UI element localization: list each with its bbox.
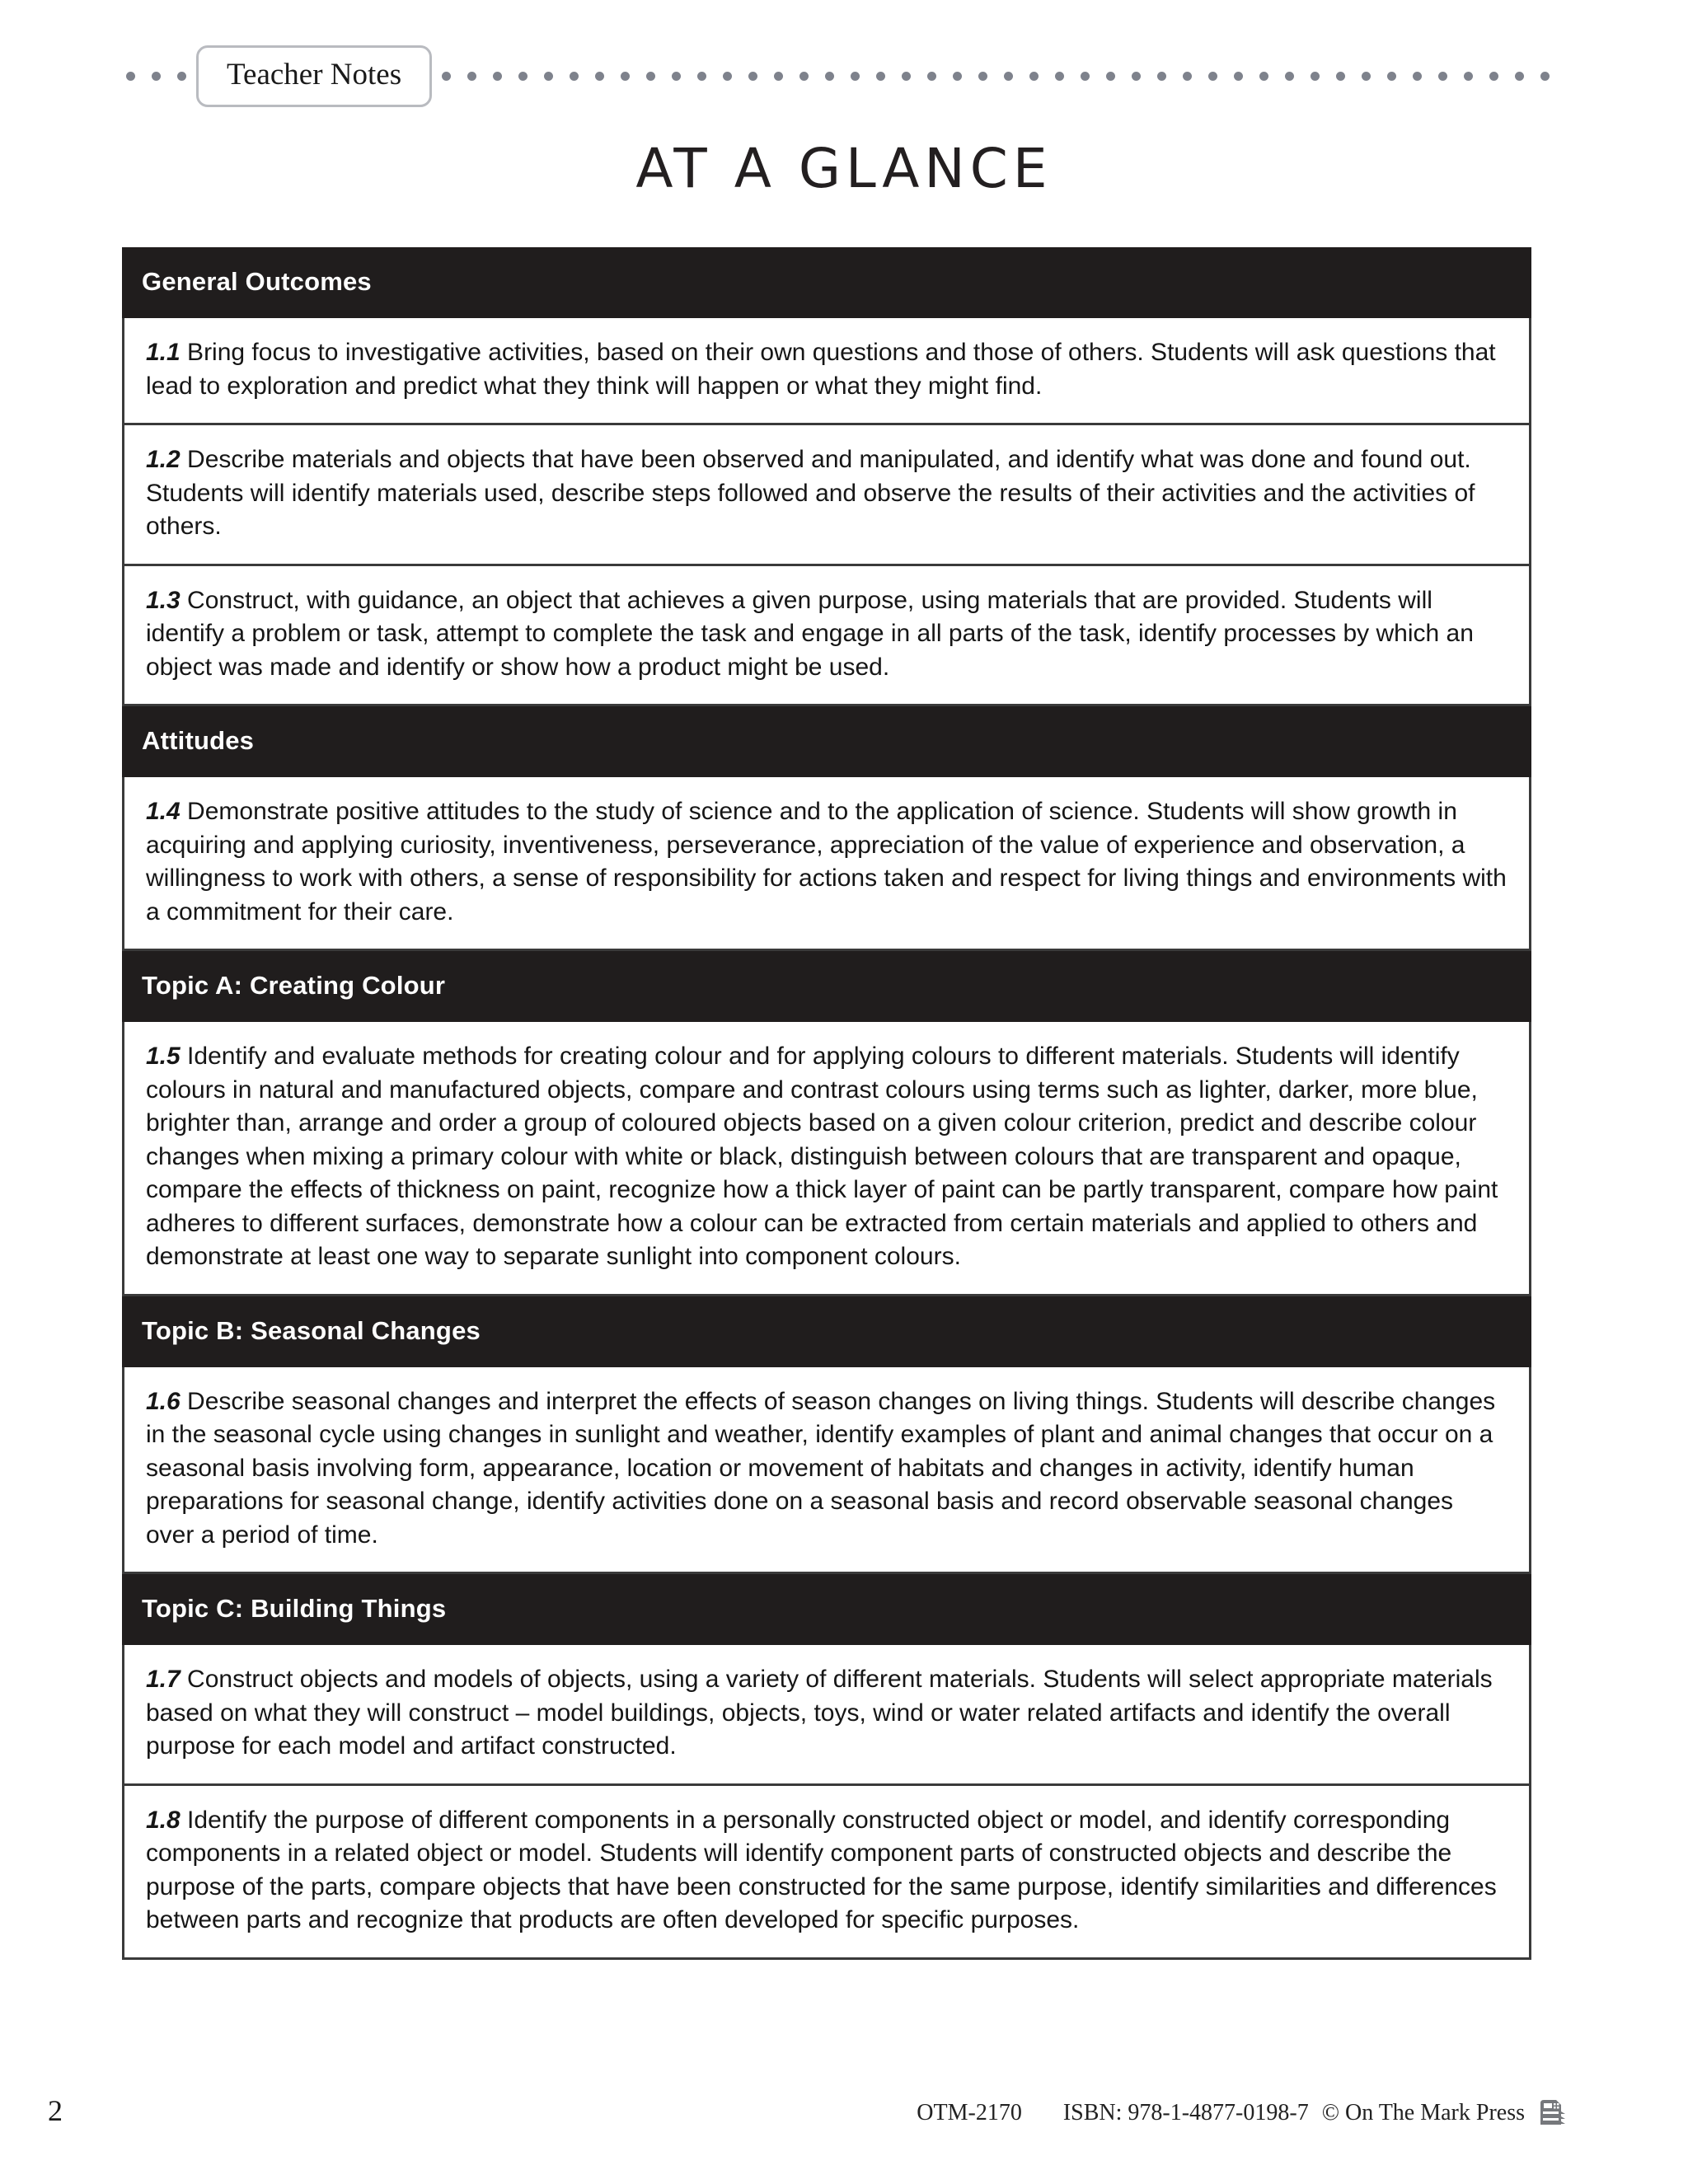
rule-dot (1438, 72, 1447, 81)
outcome-text: Construct, with guidance, an object that achieves a given purpose, using materials that are provided. Students will identify a problem or task, attempt to complete the task and engage in all parts of the task, identify processes by which an object was made and identify or show how a product might be used. (146, 586, 1474, 681)
rule-dot (851, 72, 860, 81)
rule-dot (748, 72, 757, 81)
rule-dot (1336, 72, 1345, 81)
rule-dot (672, 72, 681, 81)
rule-dot (1362, 72, 1371, 81)
rule-dot (1515, 72, 1524, 81)
rule-dot (595, 72, 604, 81)
rule-dot (1106, 72, 1115, 81)
outcome-row (122, 425, 1531, 566)
rule-dot (1413, 72, 1422, 81)
rule-dot (442, 72, 451, 81)
outcome-number: 1.6 (146, 1387, 181, 1415)
rule-dot (1285, 72, 1294, 81)
printer-icon (1538, 2097, 1566, 2130)
section-heading: Topic B: Seasonal Changes (122, 1296, 1531, 1367)
rule-dot (978, 72, 987, 81)
dotted-rule-left (106, 71, 195, 81)
outcome-number: 1.8 (146, 1806, 181, 1834)
rule-dot (1234, 72, 1243, 81)
rule-dot (1208, 72, 1217, 81)
rule-dot (1081, 72, 1090, 81)
page-number: 2 (48, 2094, 63, 2127)
outcome-number: 1.4 (146, 798, 181, 825)
outcome-row (122, 1367, 1531, 1575)
teacher-notes-tab-bar (0, 46, 1688, 105)
rule-dot (1029, 72, 1039, 81)
rule-dot (177, 72, 186, 81)
section-heading: General Outcomes (122, 247, 1531, 318)
rule-dot (1540, 72, 1550, 81)
rule-dot (1464, 72, 1473, 81)
rule-dot (518, 72, 528, 81)
outcome-number: 1.5 (146, 1043, 181, 1070)
rule-dot (697, 72, 706, 81)
outcome-row (122, 1645, 1531, 1786)
rule-dot (1311, 72, 1320, 81)
section-heading: Topic A: Creating Colour (122, 951, 1531, 1022)
teacher-notes-tab-label: Teacher Notes (227, 57, 402, 91)
page-title: AT A GLANCE (635, 137, 1053, 200)
outcome-row (122, 1022, 1531, 1296)
rule-dot (570, 72, 579, 81)
product-code: OTM-2170 (917, 2100, 1022, 2125)
rule-dot (1183, 72, 1192, 81)
isbn-text: ISBN: 978-1-4877-0198-7 (1062, 2100, 1309, 2125)
outcome-row (122, 318, 1531, 425)
section-heading: Attitudes (122, 706, 1531, 777)
outcome-row (122, 566, 1531, 707)
rule-dot (467, 72, 476, 81)
rule-dot (902, 72, 911, 81)
footer-credit (917, 2097, 1566, 2130)
rule-dot (927, 72, 936, 81)
rule-dot (493, 72, 502, 81)
rule-dot (1132, 72, 1141, 81)
outcome-number: 1.7 (146, 1666, 181, 1693)
outcome-number: 1.1 (146, 339, 181, 366)
rule-dot (646, 72, 655, 81)
dotted-rule-right (434, 71, 1670, 81)
rule-dot (152, 72, 161, 81)
teacher-notes-tab (196, 45, 432, 107)
outcome-text: Identify the purpose of different components in a personally constructed object or model, and identify corresponding components in a related object or model. Students will identify component parts of constructed objects and describe the purpose of the parts, compare objects that have been constructed for the same purpose, identify similarities and differences between parts and recognize that products are often developed for specific purposes. (146, 1806, 1497, 1933)
rule-dot (825, 72, 834, 81)
rule-dot (1004, 72, 1013, 81)
outcome-row (122, 777, 1531, 951)
rule-dot (723, 72, 732, 81)
outcome-number: 1.3 (146, 586, 181, 614)
outcome-text: Describe seasonal changes and interpret the effects of season changes on living things. Students will describe changes in the seasonal cycle using changes in sunlight and weather, identify examples of plant and animal changes that occur on a seasonal basis involving form, appearance, location or movement of habitats and changes in activity, identify human preparations for seasonal change, identify activities done on a seasonal basis and record observable seasonal changes over a period of time. (146, 1387, 1496, 1549)
rule-dot (544, 72, 553, 81)
rule-dot (1387, 72, 1396, 81)
outcome-text: Construct objects and models of objects, using a variety of different materials. Students will select appropriate materials based on what they will construct – model buildings, objects, toys, wind or water related artifacts and identify the overall purpose for each model and artifact constructed. (146, 1666, 1493, 1760)
outcomes-table (122, 247, 1531, 1960)
rule-dot (774, 72, 783, 81)
rule-dot (621, 72, 630, 81)
rule-dot (953, 72, 962, 81)
section-heading: Topic C: Building Things (122, 1574, 1531, 1645)
rule-dot (1489, 72, 1498, 81)
outcome-row (122, 1786, 1531, 1960)
outcome-text: Bring focus to investigative activities, based on their own questions and those of others. Students will ask questions that lead to exploration and predict what they think will happen or what they might find. (146, 339, 1496, 400)
rule-dot (1157, 72, 1166, 81)
rule-dot (1055, 72, 1064, 81)
rule-dot (1259, 72, 1268, 81)
outcome-text: Identify and evaluate methods for creating colour and for applying colours to different materials. Students will identify colours in natural and manufactured objects, compare and contrast colours using terms such as lighter, darker, more blue, brighter than, arrange and order a group of coloured objects based on a given colour criterion, predict and describe colour changes when mixing a primary colour with white or black, distinguish between colours that are transparent and opaque, compare the effects of thickness on paint, recognize how a thick layer of paint can be partly transparent, compare how paint adheres to different surfaces, demonstrate how a colour can be extracted from certain materials and applied to others and demonstrate at least one way to separate sunlight into component colours. (146, 1043, 1498, 1270)
rule-dot (799, 72, 809, 81)
rule-dot (876, 72, 885, 81)
outcome-text: Demonstrate positive attitudes to the study of science and to the application of science. Students will show growth in acquiring and applying curiosity, inventiveness, perseverance, appreciation of the value of experience and observation, a willingness to work with others, a sense of responsibility for actions taken and respect for living things and environments with a commitment for their care. (146, 798, 1507, 926)
copyright-text: © On The Mark Press (1321, 2100, 1525, 2125)
rule-dot (126, 72, 135, 81)
outcome-number: 1.2 (146, 446, 181, 473)
outcome-text: Describe materials and objects that have been observed and manipulated, and identify what was done and found out. Students will identify materials used, describe steps followed and observe the results of their activities and the activities of others. (146, 446, 1475, 540)
